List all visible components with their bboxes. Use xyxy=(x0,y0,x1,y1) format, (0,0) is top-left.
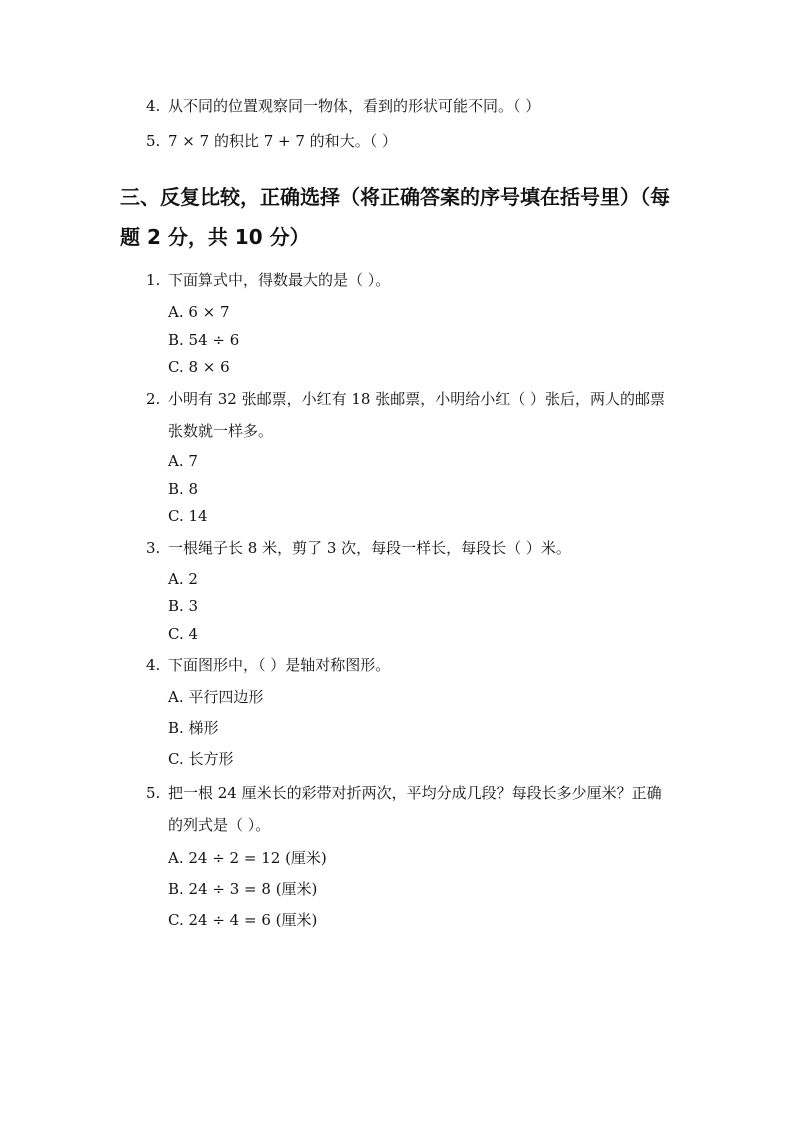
question-3 xyxy=(146,532,676,564)
tf-item-number: 4. xyxy=(146,97,161,115)
option-b: B. 梯形 xyxy=(168,719,219,737)
tf-item-text: 7 × 7 的积比 7 + 7 的和大。（ ） xyxy=(168,132,397,150)
tf-item-5 xyxy=(146,131,397,151)
question-stem: 把一根 24 厘米长的彩带对折两次，平均分成几段？每段长多少厘米？正确的列式是（ ）。 xyxy=(168,784,662,834)
question-stem: 下面算式中，得数最大的是（ ）。 xyxy=(168,271,391,289)
question-1 xyxy=(146,264,676,296)
section-title: 三、反复比较，正确选择（将正确答案的序号填在括号里）（每题 2 分，共 10 分） xyxy=(120,185,670,249)
question-number: 4. xyxy=(146,656,161,674)
question-5 xyxy=(146,777,676,841)
option-a: A. 平行四边形 xyxy=(168,688,264,706)
tf-item-number: 5. xyxy=(146,132,161,150)
tf-item-4 xyxy=(146,96,540,116)
option-c: C. 24 ÷ 4 = 6 (厘米) xyxy=(168,911,318,929)
option-b: B. 8 xyxy=(168,480,199,498)
question-number: 5. xyxy=(146,784,161,802)
question-number: 2. xyxy=(146,390,161,408)
question-4 xyxy=(146,649,676,681)
question-stem: 一根绳子长 8 米，剪了 3 次，每段一样长，每段长（ ）米。 xyxy=(168,539,571,557)
option-a: A. 24 ÷ 2 = 12 (厘米) xyxy=(168,849,327,867)
option-b: B. 24 ÷ 3 = 8 (厘米) xyxy=(168,880,318,898)
option-a: A. 2 xyxy=(168,570,198,588)
option-b: B. 54 ÷ 6 xyxy=(168,331,240,349)
option-c: C. 4 xyxy=(168,625,199,643)
tf-item-text: 从不同的位置观察同一物体，看到的形状可能不同。（ ） xyxy=(168,97,541,115)
option-c: C. 长方形 xyxy=(168,750,234,768)
option-c: C. 14 xyxy=(168,507,208,525)
option-c: C. 8 × 6 xyxy=(168,358,230,376)
question-number: 1. xyxy=(146,271,161,289)
option-a: A. 7 xyxy=(168,452,198,470)
question-stem: 下面图形中，（ ）是轴对称图形。 xyxy=(168,656,391,674)
option-b: B. 3 xyxy=(168,597,199,615)
option-a: A. 6 × 7 xyxy=(168,303,230,321)
question-2 xyxy=(146,383,676,447)
question-number: 3. xyxy=(146,539,161,557)
question-stem: 小明有 32 张邮票，小红有 18 张邮票，小明给小红（ ）张后，两人的邮票张数就一样多。 xyxy=(168,390,666,440)
